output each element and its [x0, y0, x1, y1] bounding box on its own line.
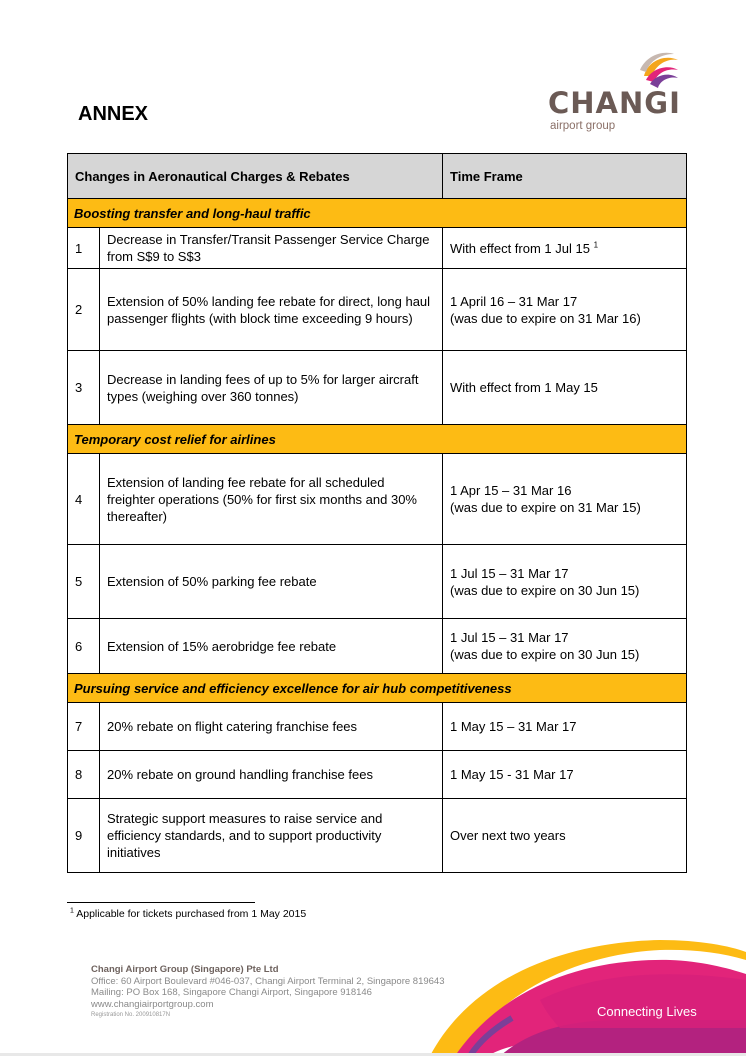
footer-tagline: Connecting Lives — [597, 1004, 697, 1019]
time-text: 1 Apr 15 – 31 Mar 16 — [450, 483, 572, 498]
row-description: Strategic support measures to raise service and efficiency standards, and to support productivity initiatives — [100, 799, 443, 873]
time-note: (was due to expire on 31 Mar 16) — [450, 310, 641, 326]
row-number: 2 — [68, 269, 100, 351]
row-number: 8 — [68, 751, 100, 799]
section-heading: Boosting transfer and long-haul traffic — [68, 199, 687, 228]
footnote-mark: 1 — [70, 907, 74, 915]
row-description: 20% rebate on ground handling franchise fees — [100, 751, 443, 799]
row-description: Extension of landing fee rebate for all scheduled freighter operations (50% for first six months and 30% thereafter) — [100, 454, 443, 545]
row-number: 5 — [68, 545, 100, 619]
time-note: (was due to expire on 30 Jun 15) — [450, 582, 640, 598]
time-text: 1 Jul 15 – 31 Mar 17 — [450, 630, 569, 645]
footer-website: www.changiairportgroup.com — [91, 998, 214, 1010]
footer-registration: Registration No. 200910817N — [91, 1012, 171, 1018]
row-number: 3 — [68, 351, 100, 425]
footer-office: Office: 60 Airport Boulevard #046-037, Changi Airport Terminal 2, Singapore 819643 — [91, 975, 445, 987]
row-description: Decrease in landing fees of up to 5% for larger aircraft types (weighing over 360 tonnes) — [100, 351, 443, 425]
row-description: Decrease in Transfer/Transit Passenger Service Charge from S$9 to S$3 — [100, 228, 443, 269]
time-text: With effect from 1 Jul 15 — [450, 240, 590, 256]
row-description: Extension of 50% parking fee rebate — [100, 545, 443, 619]
footer-company: Changi Airport Group (Singapore) Pte Ltd — [91, 964, 279, 975]
row-description: 20% rebate on flight catering franchise fees — [100, 703, 443, 751]
page-title: ANNEX — [78, 103, 149, 125]
logo-wordmark: CHANGI — [548, 86, 681, 120]
time-note: (was due to expire on 31 Mar 15) — [450, 500, 641, 515]
row-number: 4 — [68, 454, 100, 545]
row-time-frame: Over next two years — [443, 799, 687, 873]
row-number: 1 — [68, 228, 100, 269]
row-time-frame: 1 May 15 - 31 Mar 17 — [443, 751, 687, 799]
row-description: Extension of 15% aerobridge fee rebate — [100, 619, 443, 674]
row-number: 6 — [68, 619, 100, 674]
logo-subtitle: airport group — [550, 120, 616, 132]
footer-address — [91, 964, 445, 1022]
footnote-text: Applicable for tickets purchased from 1 May 2015 — [76, 908, 307, 920]
row-time-frame: 1 May 15 – 31 Mar 17 — [443, 703, 687, 751]
footer-mailing: Mailing: PO Box 168, Singapore Changi Airport, Singapore 918146 — [91, 987, 372, 998]
header-changes: Changes in Aeronautical Charges & Rebates — [68, 154, 443, 199]
time-text: 1 Jul 15 – 31 Mar 17 — [450, 565, 569, 581]
row-time-frame: With effect from 1 May 15 — [443, 351, 687, 425]
time-note: (was due to expire on 30 Jun 15) — [450, 647, 640, 662]
row-number: 9 — [68, 799, 100, 873]
section-heading: Temporary cost relief for airlines — [68, 425, 687, 454]
row-number: 7 — [68, 703, 100, 751]
header-time-frame: Time Frame — [443, 154, 687, 199]
time-text: 1 April 16 – 31 Mar 17 — [450, 293, 578, 309]
row-description: Extension of 50% landing fee rebate for direct, long haul passenger flights (with block time exceeding 9 hours) — [100, 269, 443, 351]
section-heading: Pursuing service and efficiency excellence for air hub competitiveness — [68, 674, 687, 703]
footnote-ref: 1 — [593, 240, 599, 250]
